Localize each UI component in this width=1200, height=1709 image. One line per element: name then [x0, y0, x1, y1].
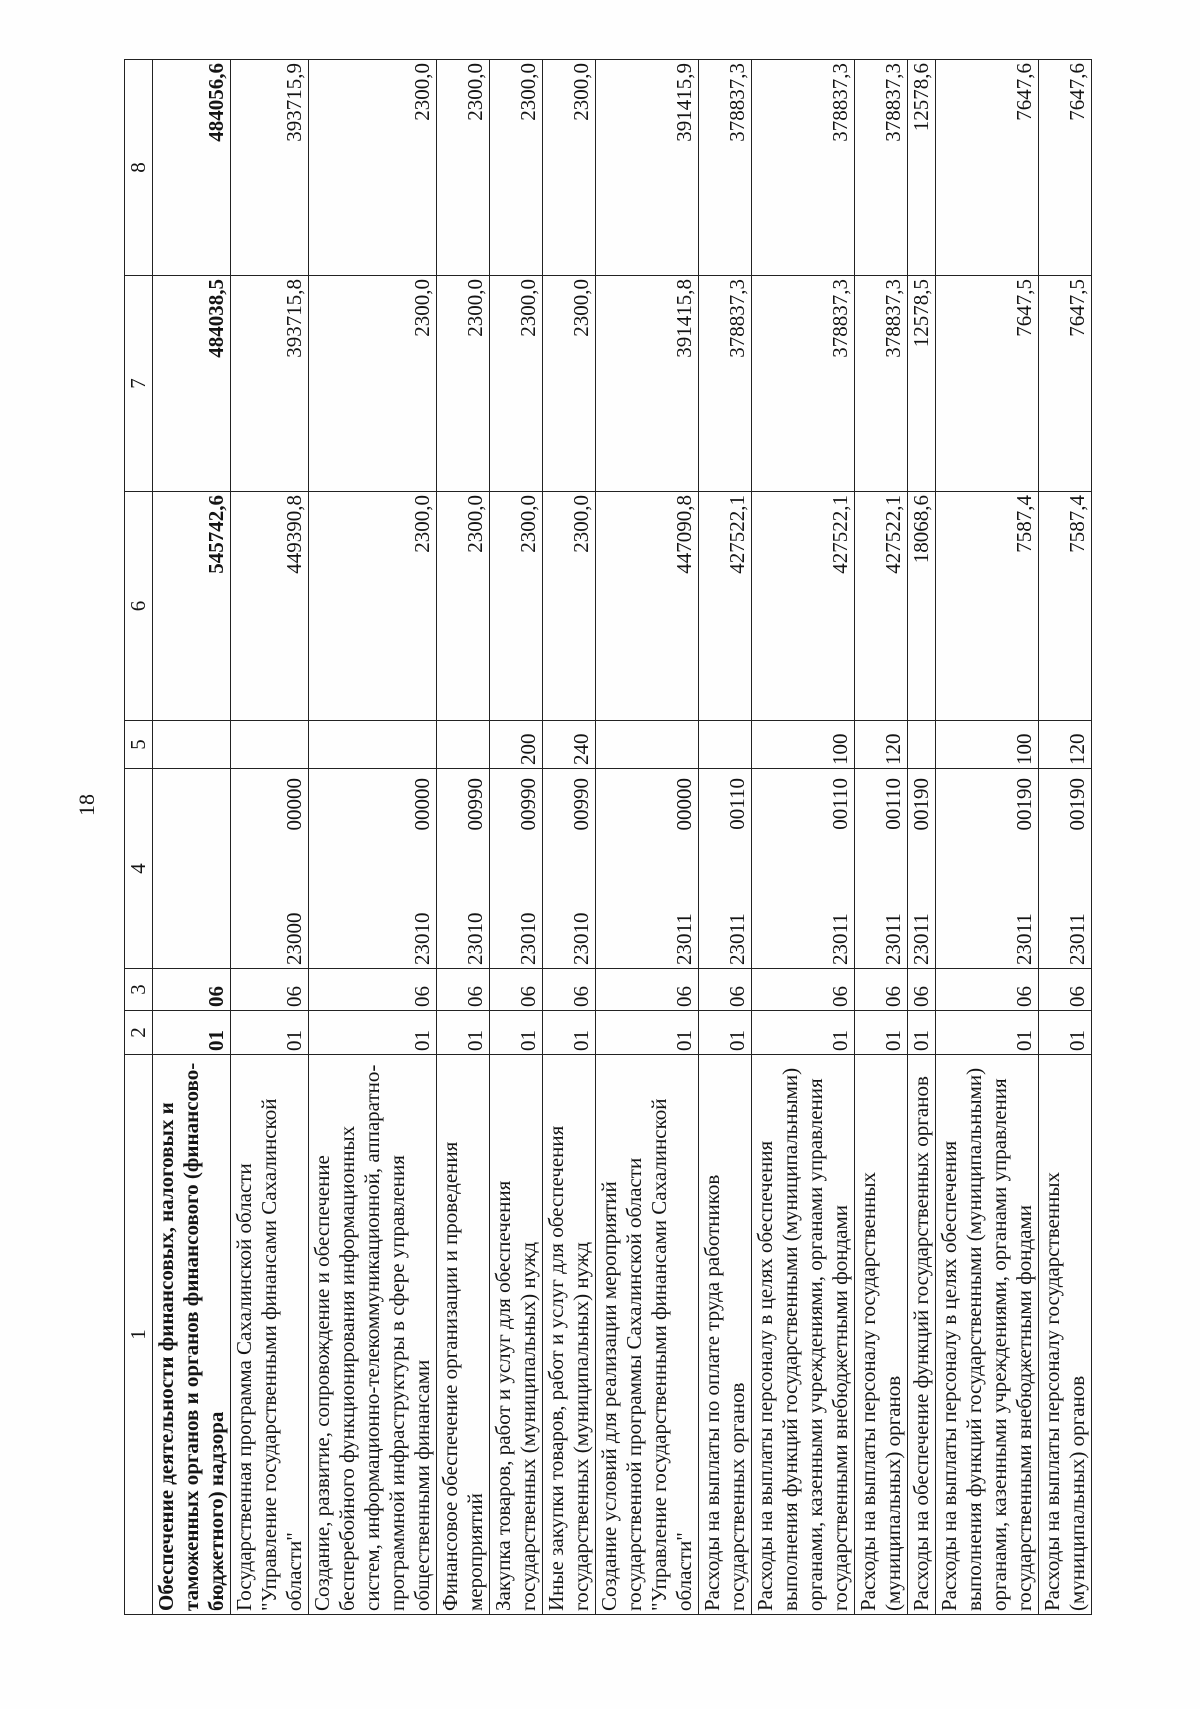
subsection-code-cell: 06: [936, 969, 1039, 1011]
amount-cell: 447090,8: [596, 492, 699, 721]
subsection-code-cell: 06: [699, 969, 752, 1011]
target-article-direction: 00990: [463, 778, 487, 831]
row-name-cell: Расходы на выплаты персоналу в целях обеспечения выполнения функций государственными (муниципальными) органами, казенными учреждениями, органами управления государственными внебюджетными фондами: [936, 1055, 1039, 1615]
column-header: 6: [125, 492, 153, 721]
row-name-cell: Расходы на выплаты персоналу в целях обеспечения выполнения функций государственными (муниципальными) органами, казенными учреждениями, органами управления государственными внебюджетными фондами: [752, 1055, 855, 1615]
expense-type-cell: [231, 721, 309, 769]
amount-cell: 2300,0: [490, 276, 543, 492]
target-article-program: 23010: [569, 912, 593, 965]
target-article-program: 23010: [463, 912, 487, 965]
section-code-cell: 01: [1039, 1011, 1092, 1055]
expense-type-cell: 100: [752, 721, 855, 769]
section-code-cell: 01: [543, 1011, 596, 1055]
target-article-cell: [752, 769, 855, 969]
amount-cell: 2300,0: [543, 276, 596, 492]
target-article-cell: [855, 769, 908, 969]
target-article-program: 23011: [881, 913, 905, 965]
subsection-code-cell: 06: [437, 969, 490, 1011]
amount-cell: 449390,8: [231, 492, 309, 721]
target-article-cell: [699, 769, 752, 969]
amount-cell: 2300,0: [543, 60, 596, 276]
target-article-program: 23010: [516, 912, 540, 965]
amount-cell: 7647,5: [936, 276, 1039, 492]
amount-cell: 427522,1: [855, 492, 908, 721]
amount-cell: 7587,4: [1039, 492, 1092, 721]
amount-cell: 7587,4: [936, 492, 1039, 721]
section-code-cell: 01: [699, 1011, 752, 1055]
column-header: 5: [125, 721, 153, 769]
expense-type-cell: 120: [1039, 721, 1092, 769]
section-code-cell: 01: [855, 1011, 908, 1055]
subsection-code-cell: 06: [1039, 969, 1092, 1011]
column-header: 8: [125, 60, 153, 276]
column-header: 7: [125, 276, 153, 492]
target-article-direction: 00990: [569, 778, 593, 831]
amount-cell: 393715,8: [231, 276, 309, 492]
amount-cell: 7647,5: [1039, 276, 1092, 492]
amount-cell: 378837,3: [699, 60, 752, 276]
expense-type-cell: [153, 721, 231, 769]
row-name-cell: Расходы на обеспечение функций государственных органов: [908, 1055, 936, 1615]
subsection-code-cell: 06: [309, 969, 437, 1011]
subsection-code-cell: 06: [543, 969, 596, 1011]
amount-cell: 545742,6: [153, 492, 231, 721]
column-header: 1: [125, 1055, 153, 1615]
row-name-cell: Создание, развитие, сопровождение и обеспечение бесперебойного функционирования информационных систем, информационно-телекоммуникационной, аппаратно-программной инфраструктуры в сфере управления общественными финансами: [309, 1055, 437, 1615]
target-article-direction: 00110: [725, 778, 749, 830]
table-row: [936, 60, 1039, 1615]
table-row: [596, 60, 699, 1615]
page-number: 18: [74, 794, 99, 816]
row-name-cell: Иные закупки товаров, работ и услуг для обеспечения государственных (муниципальных) нужд: [543, 1055, 596, 1615]
amount-cell: 378837,3: [855, 276, 908, 492]
target-article-cell: [153, 769, 231, 969]
amount-cell: 7647,6: [936, 60, 1039, 276]
table-row: [1039, 60, 1092, 1615]
amount-cell: 2300,0: [437, 60, 490, 276]
section-code-cell: 01: [490, 1011, 543, 1055]
subsection-code-cell: 06: [752, 969, 855, 1011]
amount-cell: 2300,0: [437, 276, 490, 492]
amount-cell: 427522,1: [699, 492, 752, 721]
target-article-direction: 00000: [282, 778, 306, 831]
row-name-cell: Создание условий для реализации мероприятий государственной программы Сахалинской области "Управление государственными финансами Сахалинской области": [596, 1055, 699, 1615]
amount-cell: 18068,6: [908, 492, 936, 721]
amount-cell: 2300,0: [543, 492, 596, 721]
amount-cell: 2300,0: [490, 60, 543, 276]
target-article-program: 23010: [410, 912, 434, 965]
expense-type-cell: 240: [543, 721, 596, 769]
target-article-cell: [437, 769, 490, 969]
table-row: [153, 60, 231, 1615]
section-code-cell: 01: [752, 1011, 855, 1055]
target-article-direction: 00000: [672, 778, 696, 831]
amount-cell: 2300,0: [309, 60, 437, 276]
expense-type-cell: [596, 721, 699, 769]
expense-type-cell: [908, 721, 936, 769]
amount-cell: 12578,6: [908, 60, 936, 276]
row-name-cell: Государственная программа Сахалинской области "Управление государственными финансами Сахалинской области": [231, 1055, 309, 1615]
expense-type-cell: [699, 721, 752, 769]
budget-table-rotated: [124, 60, 1124, 1615]
amount-cell: 378837,3: [752, 60, 855, 276]
target-article-program: 23011: [909, 913, 933, 965]
target-article-cell: [543, 769, 596, 969]
expense-type-cell: 200: [490, 721, 543, 769]
table-row: [543, 60, 596, 1615]
amount-cell: 2300,0: [309, 276, 437, 492]
table-row: [437, 60, 490, 1615]
target-article-program: 23011: [1065, 913, 1089, 965]
subsection-code-cell: 06: [908, 969, 936, 1011]
section-code-cell: 01: [596, 1011, 699, 1055]
subsection-code-cell: 06: [153, 969, 231, 1011]
column-header: 2: [125, 1011, 153, 1055]
section-code-cell: 01: [153, 1011, 231, 1055]
row-name-cell: Расходы на выплаты по оплате труда работников государственных органов: [699, 1055, 752, 1615]
section-code-cell: 01: [437, 1011, 490, 1055]
table-row: [752, 60, 855, 1615]
row-name-cell: Финансовое обеспечение организации и проведения мероприятий: [437, 1055, 490, 1615]
header-row: [125, 60, 153, 1615]
target-article-direction: 00000: [410, 778, 434, 831]
amount-cell: 7647,6: [1039, 60, 1092, 276]
target-article-direction: 00190: [1065, 778, 1089, 831]
target-article-program: 23011: [1012, 913, 1036, 965]
amount-cell: 378837,3: [699, 276, 752, 492]
section-code-cell: 01: [231, 1011, 309, 1055]
table-row: [490, 60, 543, 1615]
target-article-program: 23011: [725, 913, 749, 965]
amount-cell: 378837,3: [752, 276, 855, 492]
subsection-code-cell: 06: [490, 969, 543, 1011]
table-row: [699, 60, 752, 1615]
table-body: [153, 60, 1092, 1615]
column-header: 4: [125, 769, 153, 969]
target-article-program: 23011: [672, 913, 696, 965]
amount-cell: 484056,6: [153, 60, 231, 276]
amount-cell: 2300,0: [490, 492, 543, 721]
table-row: [231, 60, 309, 1615]
amount-cell: 391415,8: [596, 276, 699, 492]
amount-cell: 2300,0: [437, 492, 490, 721]
amount-cell: 12578,5: [908, 276, 936, 492]
expense-type-cell: [309, 721, 437, 769]
expense-type-cell: [437, 721, 490, 769]
target-article-cell: [1039, 769, 1092, 969]
target-article-direction: 00110: [828, 778, 852, 830]
target-article-program: 23000: [282, 912, 306, 965]
target-article-cell: [908, 769, 936, 969]
amount-cell: 391415,9: [596, 60, 699, 276]
amount-cell: 2300,0: [309, 492, 437, 721]
row-name-cell: Расходы на выплаты персоналу государственных (муниципальных) органов: [1039, 1055, 1092, 1615]
amount-cell: 427522,1: [752, 492, 855, 721]
amount-cell: 378837,3: [855, 60, 908, 276]
table-row: [309, 60, 437, 1615]
section-code-cell: 01: [309, 1011, 437, 1055]
table-row: [908, 60, 936, 1615]
amount-cell: 484038,5: [153, 276, 231, 492]
target-article-direction: 00190: [1012, 778, 1036, 831]
table-row: [855, 60, 908, 1615]
budget-table: [124, 59, 1092, 1615]
section-code-cell: 01: [936, 1011, 1039, 1055]
section-code-cell: 01: [908, 1011, 936, 1055]
target-article-direction: 00990: [516, 778, 540, 831]
subsection-code-cell: 06: [596, 969, 699, 1011]
target-article-cell: [936, 769, 1039, 969]
target-article-direction: 00190: [909, 778, 933, 831]
expense-type-cell: 100: [936, 721, 1039, 769]
subsection-code-cell: 06: [231, 969, 309, 1011]
target-article-cell: [490, 769, 543, 969]
target-article-cell: [231, 769, 309, 969]
row-name-cell: Обеспечение деятельности финансовых, налоговых и таможенных органов и органов финансового (финансово-бюджетного) надзора: [153, 1055, 231, 1615]
target-article-program: 23011: [828, 913, 852, 965]
row-name-cell: Закупка товаров, работ и услуг для обеспечения государственных (муниципальных) нужд: [490, 1055, 543, 1615]
target-article-cell: [596, 769, 699, 969]
amount-cell: 393715,9: [231, 60, 309, 276]
column-header: 3: [125, 969, 153, 1011]
target-article-direction: 00110: [881, 778, 905, 830]
subsection-code-cell: 06: [855, 969, 908, 1011]
expense-type-cell: 120: [855, 721, 908, 769]
row-name-cell: Расходы на выплаты персоналу государственных (муниципальных) органов: [855, 1055, 908, 1615]
target-article-cell: [309, 769, 437, 969]
